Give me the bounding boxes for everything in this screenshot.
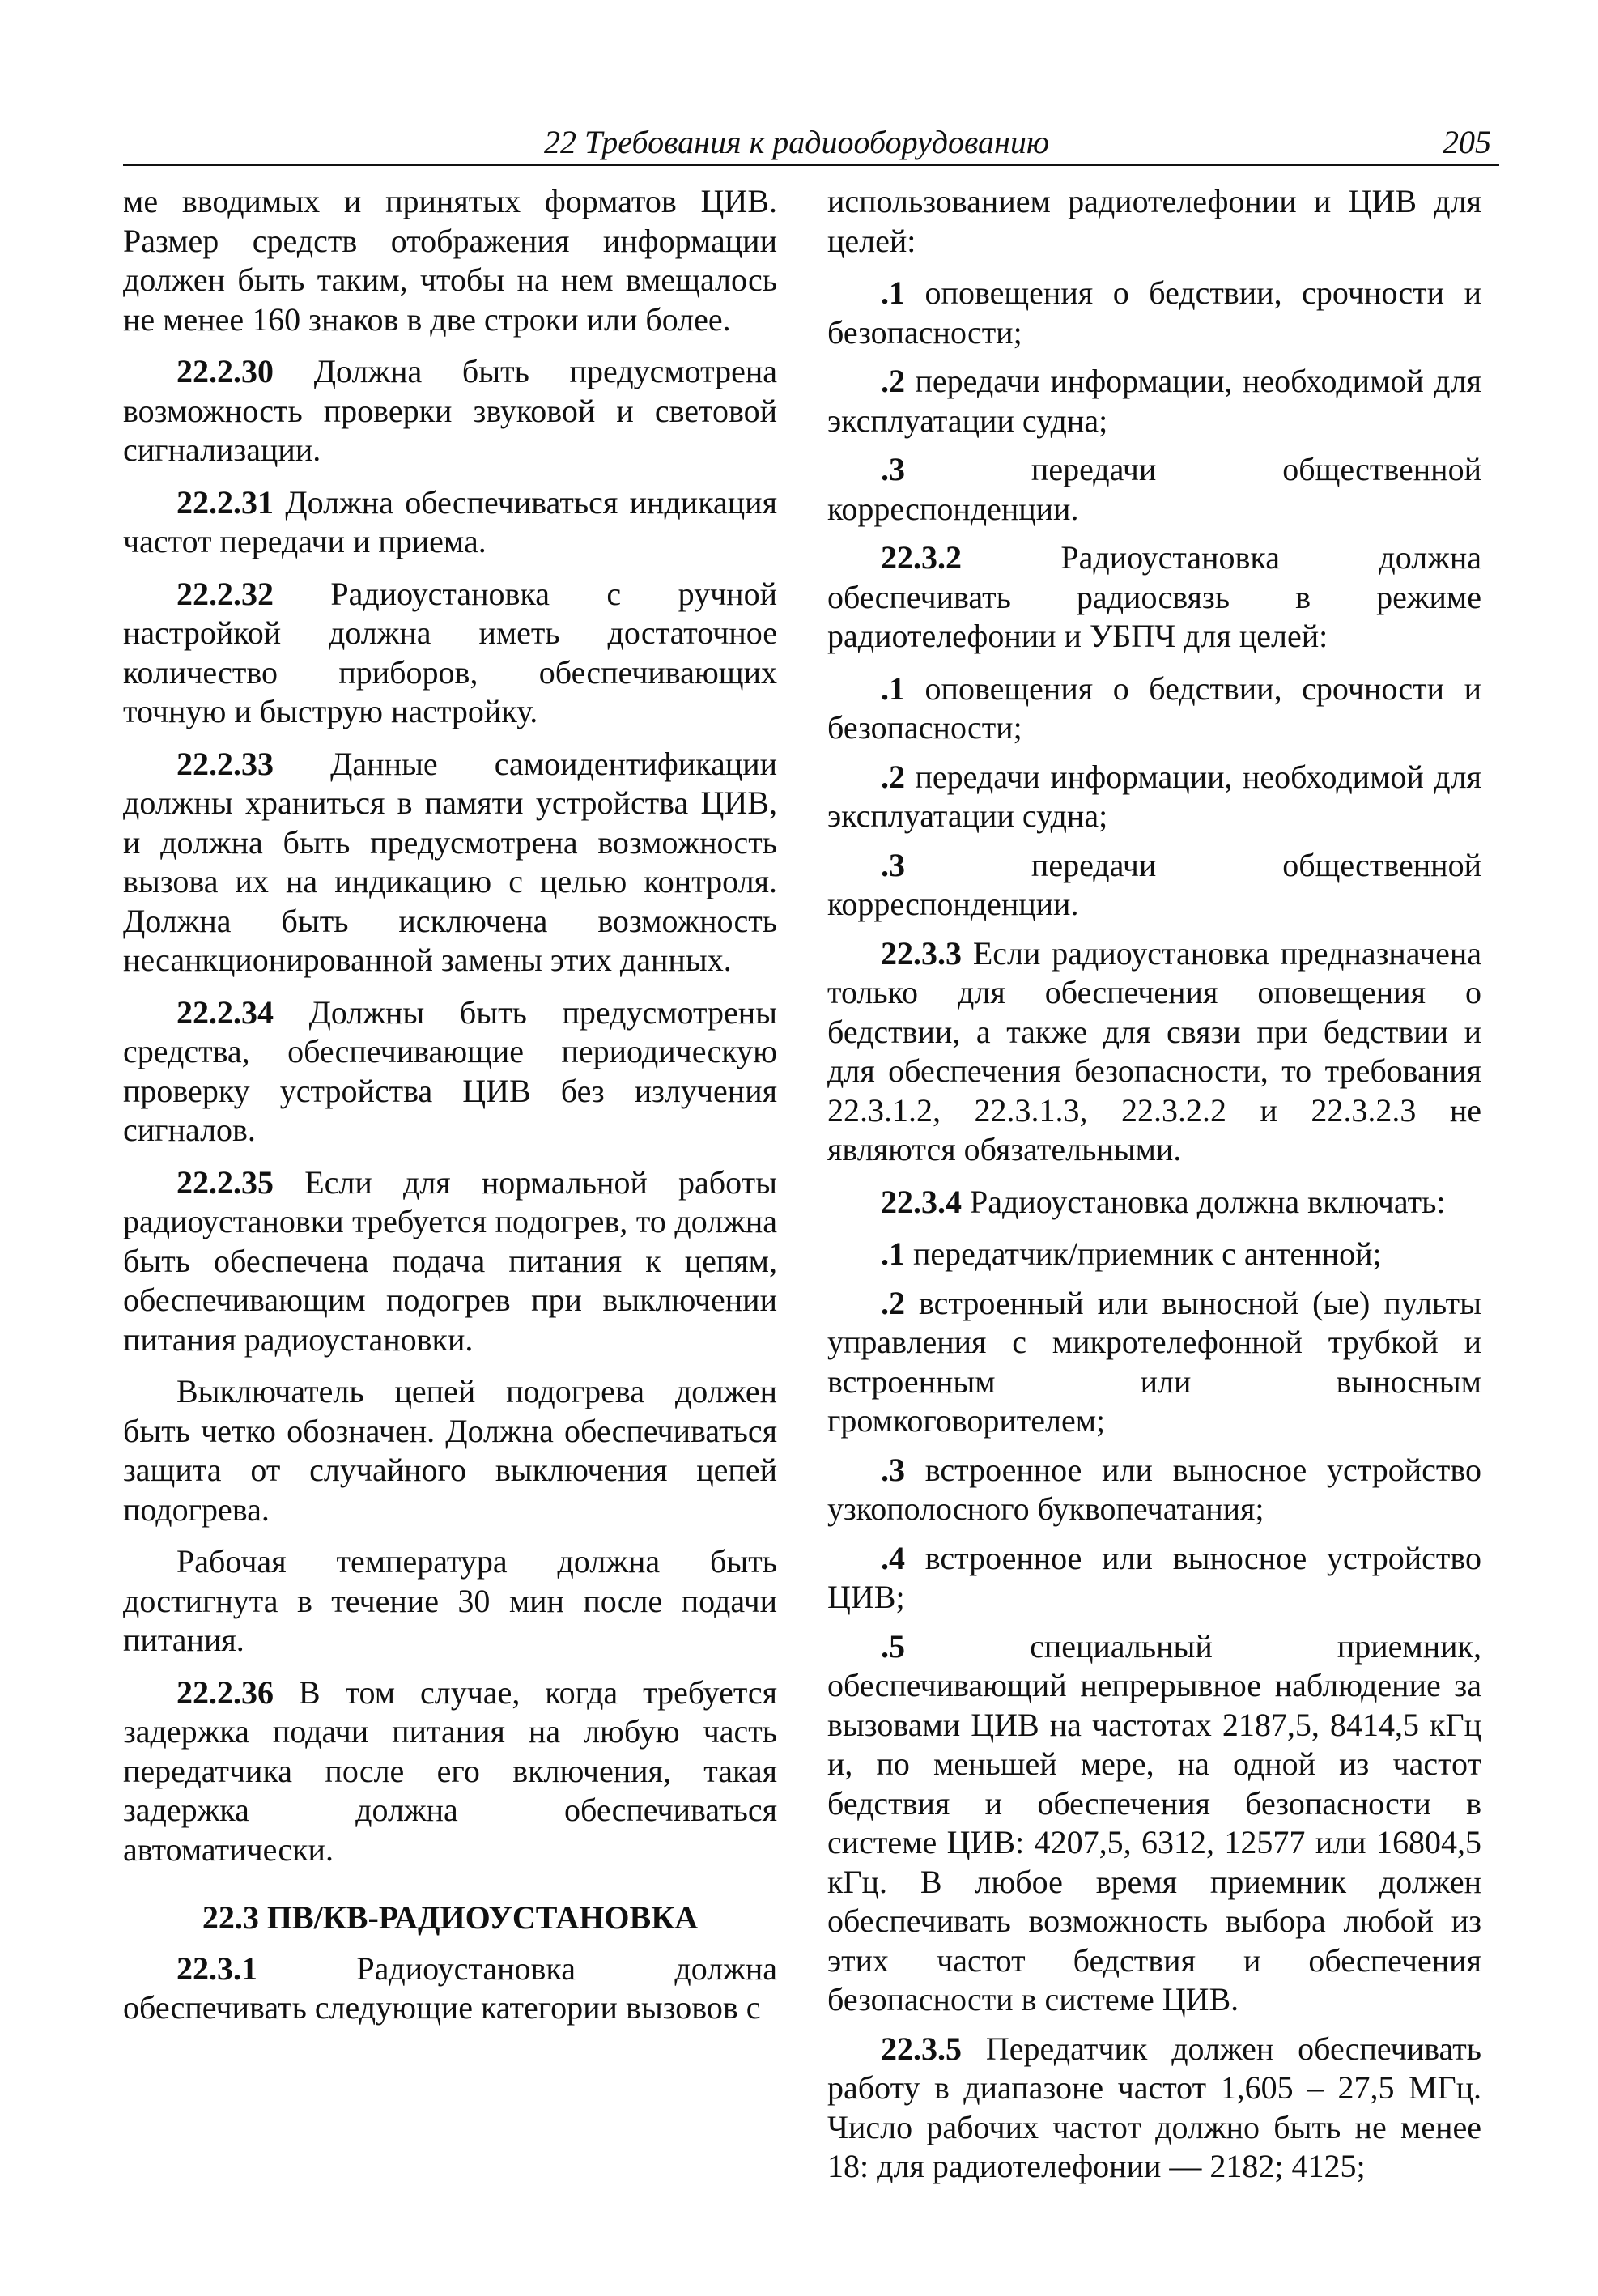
list-item [827, 274, 1481, 352]
item-text: передачи общественной корреспонденции. [827, 451, 1481, 527]
clause-text: Должны быть предусмотрены средства, обеспечивающие периодическую проверку устройства ЦИВ без излучения сигналов. [123, 993, 777, 1148]
clause-text: Передатчик должен обеспечивать работу в диапазоне частот 1,605 – 27,5 МГц. Число рабочих частот должно быть не менее 18: для радиотелефонии — 2182; 4125; [827, 2030, 1481, 2184]
clause-number: 22.2.35 [176, 1163, 274, 1201]
item-number: .5 [881, 1627, 905, 1665]
clause-text: Радиоустановка должна обеспечивать радиосвязь в режиме радиотелефонии и УБПЧ для целей: [827, 539, 1481, 654]
clause-number: 22.2.36 [176, 1673, 274, 1711]
clause-text: Радиоустановка с ручной настройкой должна иметь достаточное количество приборов, обеспечивающих точную и быструю настройку. [123, 575, 777, 729]
clause-number: 22.3.1 [176, 1949, 257, 1987]
list-item [827, 1539, 1481, 1618]
item-text: оповещения о бедствии, срочности и безопасности; [827, 670, 1481, 746]
clause-number: 22.3.4 [881, 1183, 962, 1220]
clause-text: Если радиоустановка предназначена только для обеспечения оповещения о бедствии, а также для связи при бедствии и для обеспечения безопасности, то требования 22.3.1.2, 22.3.1.3, 22.3.2.2 и 22.3.2.3 не являются обязательными. [827, 934, 1481, 1167]
clause-number: 22.2.30 [176, 353, 274, 389]
list-item [827, 1627, 1481, 2020]
clause-number: 22.2.32 [176, 575, 274, 612]
clause-text: Радиоустановка должна включать: [962, 1183, 1446, 1220]
section-heading: 22.3 ПВ/КВ-РАДИОУСТАНОВКА [202, 1899, 699, 1936]
clause-text: Должна быть предусмотрена возможность проверки звуковой и световой сигнализации. [123, 353, 777, 468]
clause-22-2-36 [123, 1673, 777, 1870]
item-text: оповещения о бедствии, срочности и безопасности; [827, 274, 1481, 351]
clause-22-3-4 [827, 1183, 1481, 1222]
clause-22-3-2 [827, 538, 1481, 657]
page-header [123, 121, 1499, 166]
clause-text: Если для нормальной работы радиоустановки требуется подогрев, то должна быть обеспечена подача питания к цепям, обеспечивающим подогрев при выключении питания радиоустановки. [123, 1163, 777, 1358]
item-number: .3 [881, 1451, 905, 1488]
right-column [827, 182, 1481, 2200]
clause-22-2-30 [123, 352, 777, 470]
list-item [827, 670, 1481, 748]
list-item [827, 846, 1481, 925]
item-text: встроенное или выносное устройство ЦИВ; [827, 1539, 1481, 1615]
running-title: 22 Требования к радиооборудованию [544, 124, 1050, 160]
item-number: .2 [881, 1284, 905, 1321]
clause-text: Должна обеспечиваться индикация частот передачи и приема. [123, 483, 777, 559]
item-number: .3 [881, 451, 905, 487]
clause-22-2-33 [123, 745, 777, 980]
clause-number: 22.3.2 [881, 539, 962, 576]
item-number: .1 [881, 274, 905, 311]
clause-22-2-32 [123, 575, 777, 732]
clause-22-3-5 [827, 2030, 1481, 2187]
item-number: .2 [881, 363, 905, 399]
list-item [827, 450, 1481, 529]
clause-22-3-1 [123, 1949, 777, 2028]
item-text: встроенное или выносное устройство узкополосного буквопечатания; [827, 1451, 1481, 1527]
item-number: .1 [881, 1235, 905, 1272]
paragraph: использованием радиотелефонии и ЦИВ для целей: [827, 183, 1481, 259]
clause-number: 22.2.31 [176, 483, 274, 521]
list-item [827, 1235, 1481, 1274]
paragraph: ме вводимых и принятых форматов ЦИВ. Размер средств отображения информации должен быть таким, чтобы на нем вмещалось не менее 160 знаков в две строки или более. [123, 183, 777, 338]
list-item [827, 362, 1481, 440]
item-number: .4 [881, 1539, 905, 1576]
item-text: встроенный или выносной (ые) пульты управления с микротелефонной трубкой и встроенным или выносным громкоговорителем; [827, 1284, 1481, 1439]
clause-22-2-35 [123, 1163, 777, 1360]
paragraph: Выключатель цепей подогрева должен быть четко обозначен. Должна обеспечиваться защита от случайного выключения цепей подогрева. [123, 1373, 777, 1528]
clause-22-2-31 [123, 483, 777, 562]
clause-text: В том случае, когда требуется задержка подачи питания на любую часть передатчика после его включения, такая задержка должна обеспечиваться автоматически. [123, 1673, 777, 1868]
clause-22-2-34 [123, 993, 777, 1150]
list-item [827, 758, 1481, 836]
list-item [827, 1284, 1481, 1441]
clause-number: 22.2.34 [176, 993, 274, 1031]
item-number: .2 [881, 758, 905, 795]
item-text: специальный приемник, обеспечивающий непрерывное наблюдение за вызовами ЦИВ на частотах 2187,5, 8414,5 кГц и, по меньшей мере, на одной из частот бедствия и обеспечения безопасности в системе ЦИВ: 4207,5, 6312, 12577 или 16804,5 кГц. В любое время приемник должен обеспечивать возможность выбора любой из этих частот бедствия и обеспечения безопасности в системе ЦИВ. [827, 1627, 1481, 2018]
item-text: передачи общественной корреспонденции. [827, 846, 1481, 922]
item-text: передачи информации, необходимой для эксплуатации судна; [827, 363, 1481, 439]
clause-number: 22.2.33 [176, 745, 274, 782]
clause-text: Данные самоидентификации должны храниться в памяти устройства ЦИВ, и должна быть предусмотрена возможность вызова их на индикацию с целью контроля. Должна быть исключена возможность несанкционированной замены этих данных. [123, 745, 777, 978]
clause-text: Радиоустановка должна обеспечивать следующие категории вызовов с [123, 1949, 777, 2026]
paragraph: Рабочая температура должна быть достигнута в течение 30 мин после подачи питания. [123, 1543, 777, 1658]
list-item [827, 1451, 1481, 1529]
item-number: .1 [881, 670, 905, 707]
clause-number: 22.3.5 [881, 2030, 962, 2067]
clause-number: 22.3.3 [881, 934, 962, 972]
page-number: 205 [1443, 124, 1491, 160]
item-text: передатчик/приемник с антенной; [905, 1235, 1382, 1272]
item-text: передачи информации, необходимой для эксплуатации судна; [827, 758, 1481, 834]
clause-22-3-3 [827, 934, 1481, 1170]
left-column [123, 182, 777, 2041]
item-number: .3 [881, 846, 905, 883]
